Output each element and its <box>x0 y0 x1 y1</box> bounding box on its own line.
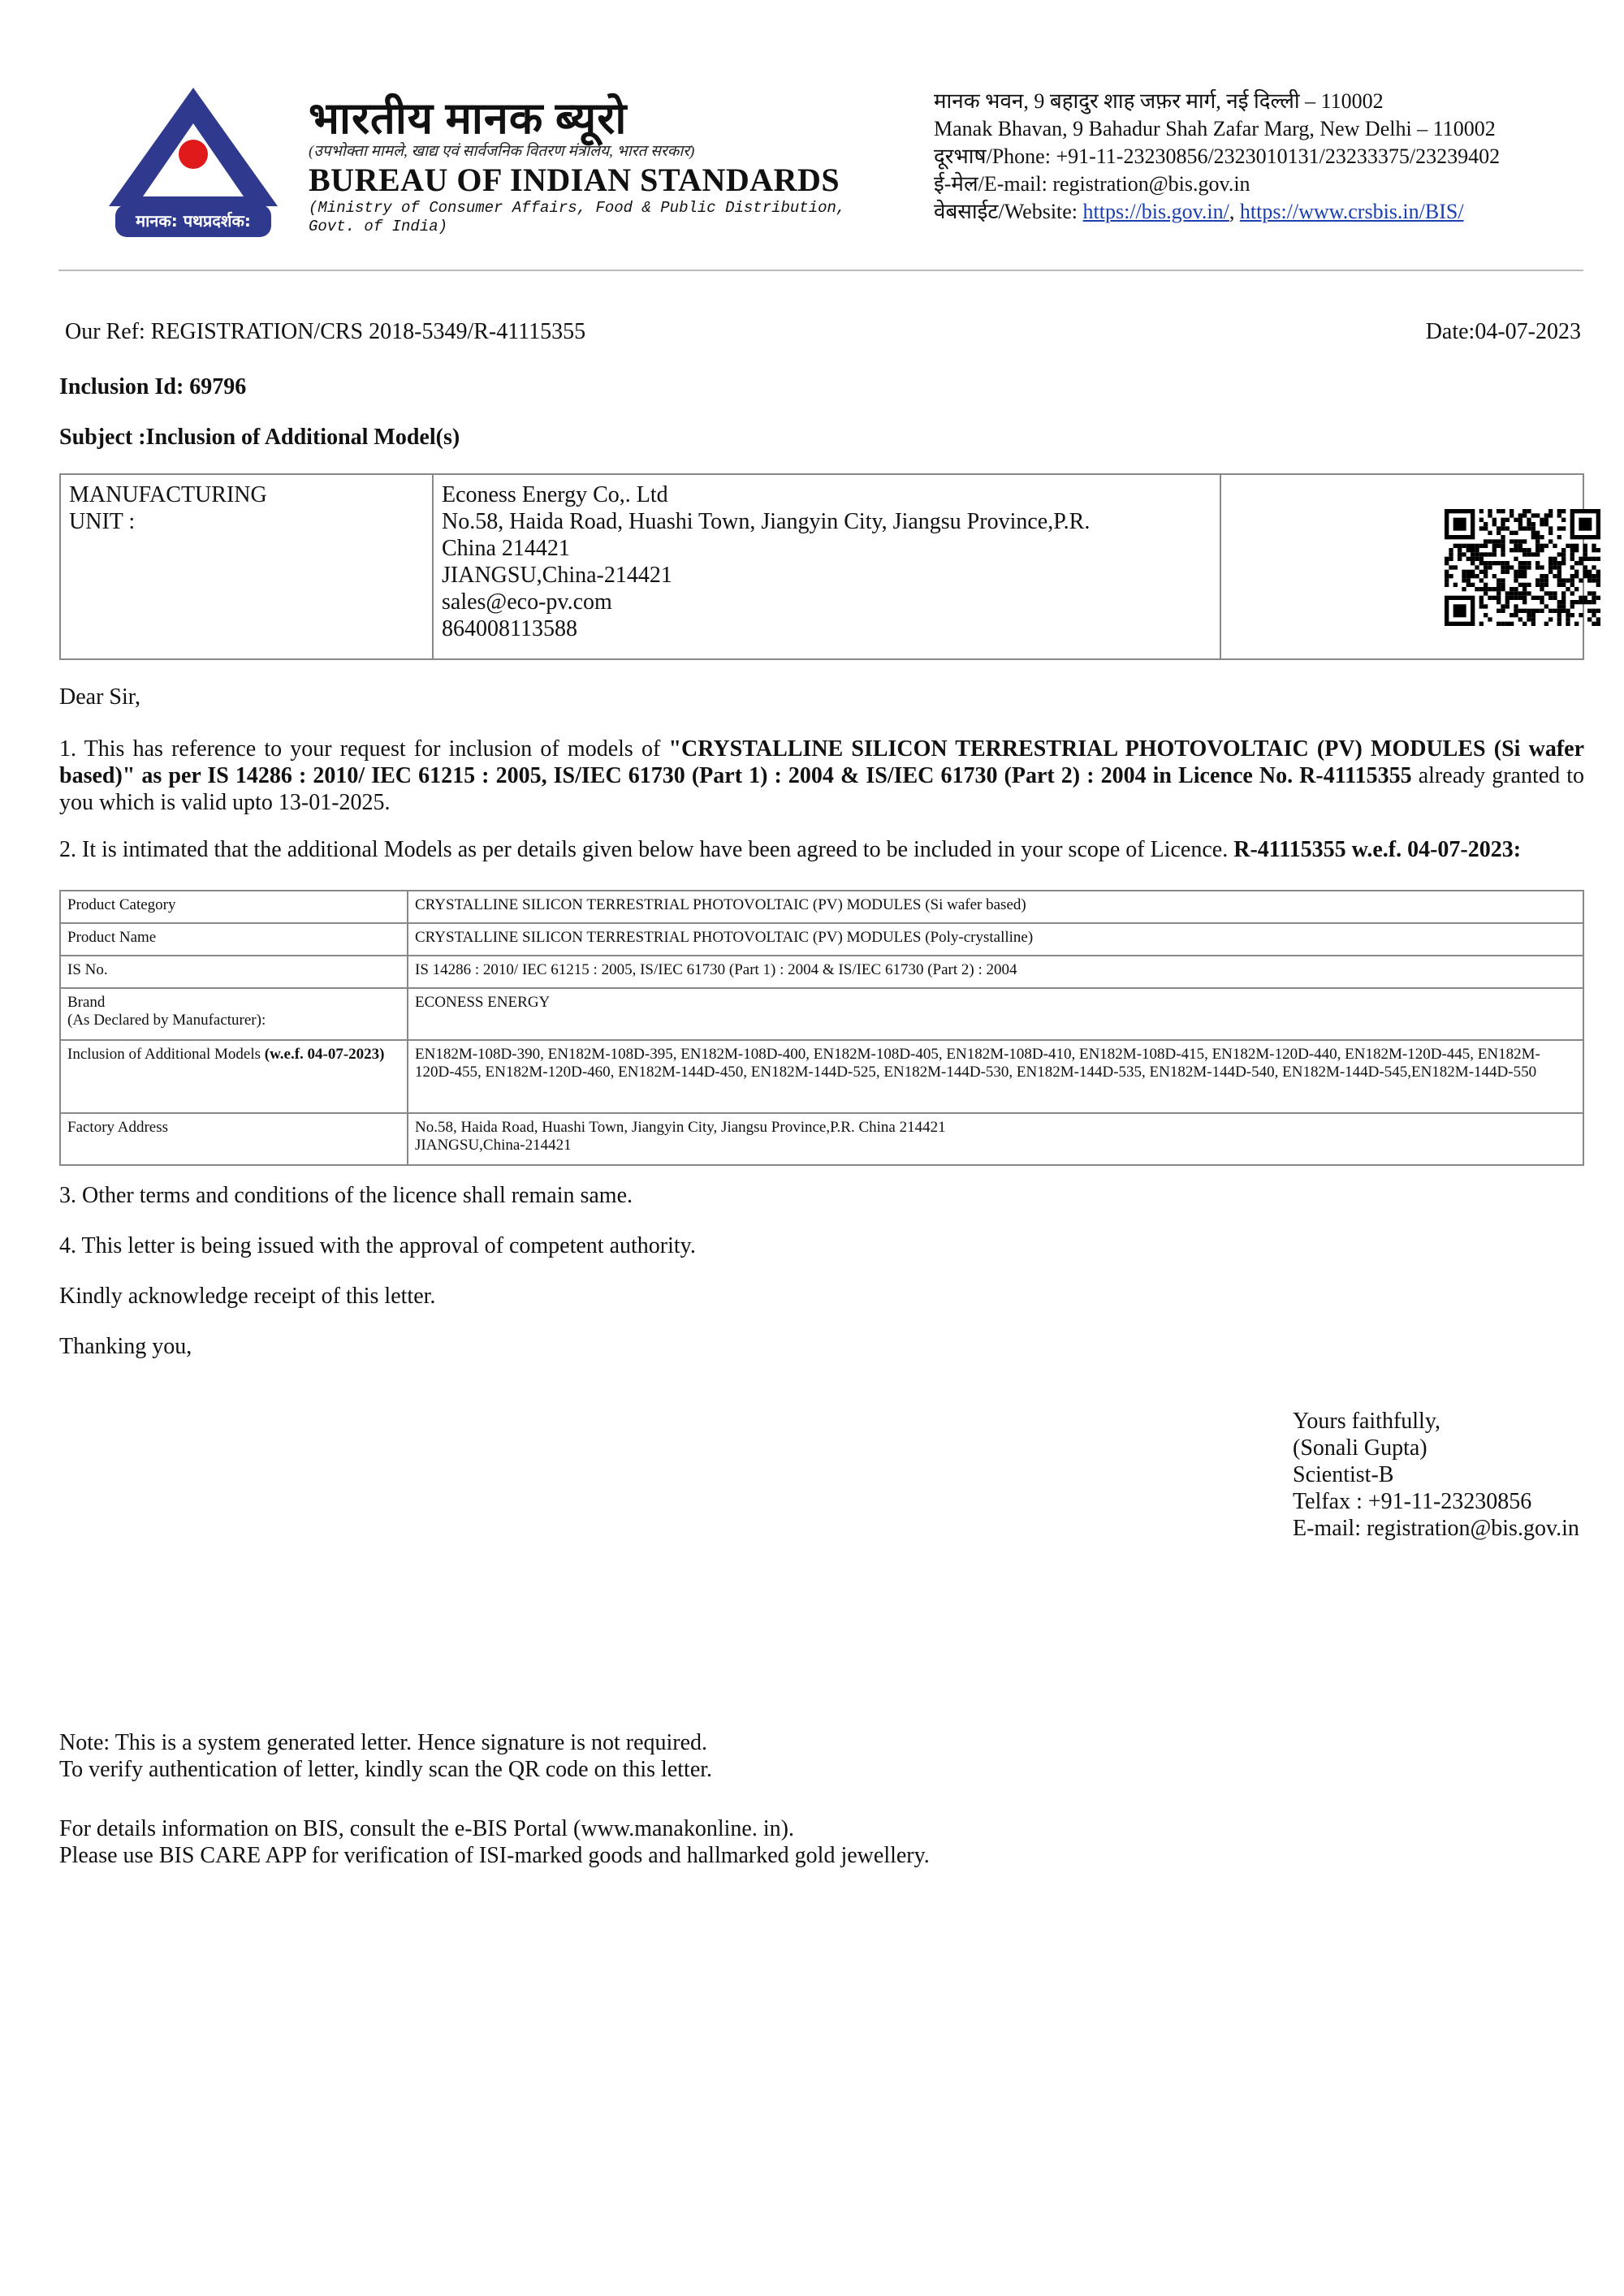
signatory-email: E-mail: registration@bis.gov.in <box>1293 1516 1579 1541</box>
paragraph-3: 3. Other terms and conditions of the licence shall remain same. <box>59 1183 633 1208</box>
salutation: Dear Sir, <box>59 684 140 710</box>
signatory-designation: Scientist-B <box>1293 1462 1394 1487</box>
website-link-bis[interactable]: https://bis.gov.in/ <box>1082 200 1229 223</box>
table-row <box>60 956 1583 988</box>
website-label: वेबसाईट/Website: <box>934 200 1083 223</box>
footer-note-1: Note: This is a system generated letter. Hence signature is not required. <box>59 1730 708 1755</box>
signature-block <box>1293 1408 1579 1542</box>
org-title: BUREAU OF INDIAN STANDARDS <box>309 162 840 198</box>
is-no-label: IS No. <box>60 956 408 988</box>
factory-address-label: Factory Address <box>60 1113 408 1165</box>
signatory-telfax: Telfax : +91-11-23230856 <box>1293 1489 1532 1514</box>
factory-address-1: No.58, Haida Road, Huashi Town, Jiangyin City, Jiangsu Province,P.R. China 214421 <box>415 1119 946 1136</box>
manufacturing-label-2: UNIT : <box>69 509 136 534</box>
manufacturing-unit-box <box>59 473 1584 660</box>
header-divider <box>58 270 1583 271</box>
hindi-ministry-line: (उपभोक्ता मामले, खाद्य एवं सार्वजनिक वितरण मंत्रालय, भारत सरकार) <box>309 143 695 160</box>
is-no-value: IS 14286 : 2010/ IEC 61215 : 2005, IS/IEC 61730 (Part 1) : 2004 & IS/IEC 61730 (Part 2) : 2004 <box>408 956 1583 988</box>
ministry-line-1: (Ministry of Consumer Affairs, Food & Public Distribution, <box>309 199 846 217</box>
brand-label <box>60 988 408 1040</box>
footer-info-2: Please use BIS CARE APP for verification of ISI-marked goods and hallmarked gold jewellery. <box>59 1843 930 1868</box>
product-category-label: Product Category <box>60 891 408 923</box>
manufacturer-phone: 864008113588 <box>442 616 577 641</box>
manufacturer-address-3: JIANGSU,China-214421 <box>442 563 672 588</box>
product-details-table <box>59 890 1584 1166</box>
models-label-text: Inclusion of Additional Models <box>67 1046 265 1063</box>
paragraph-2 <box>59 836 1602 863</box>
email-line <box>934 170 1600 198</box>
ministry-line-2: Govt. of India) <box>309 218 448 235</box>
manufacturing-details-cell <box>434 475 1221 658</box>
qr-cell <box>1221 475 1583 658</box>
paragraph-6: Thanking you, <box>59 1334 192 1359</box>
paragraph-4: 4. This letter is being issued with the approval of competent authority. <box>59 1233 696 1258</box>
manufacturer-address-2: China 214421 <box>442 536 570 561</box>
manufacturing-label-1: MANUFACTURING <box>69 482 267 507</box>
table-row <box>60 923 1583 956</box>
footer-info-1: For details information on BIS, consult the e-BIS Portal (www.manakonline. in). <box>59 1816 794 1841</box>
address-english: Manak Bhavan, 9 Bahadur Shah Zafar Marg, New Delhi – 110002 <box>934 117 1496 140</box>
phone-line <box>934 143 1600 170</box>
brand-label-2: (As Declared by Manufacturer): <box>67 1012 266 1029</box>
table-row <box>60 891 1583 923</box>
email-address: registration@bis.gov.in <box>1052 172 1250 196</box>
table-row <box>60 1113 1583 1165</box>
table-row <box>60 1040 1583 1113</box>
website-line <box>934 198 1600 226</box>
footer-note <box>59 1729 712 1783</box>
models-label <box>60 1040 408 1113</box>
models-value: EN182M-108D-390, EN182M-108D-395, EN182M-108D-400, EN182M-108D-405, EN182M-108D-410, EN182M-108D-415, EN182M-120D-440, EN182M-120D-445, EN182M-120D-455, EN182M-120D-460, EN182M-144D-450, EN182M-144D-525, EN182M-144D-530, EN182M-144D-535, EN182M-144D-540, EN182M-144D-545,EN182M-144D-550 <box>408 1040 1583 1113</box>
paragraph-2-text: 2. It is intimated that the additional Models as per details given below have been agreed to be included in your scope of Licence. <box>59 837 1234 862</box>
paragraph-1-tail: already granted to you which is valid upto 13-01-2025. <box>59 763 1585 815</box>
paragraph-1 <box>59 736 1584 816</box>
footer-info <box>59 1815 930 1869</box>
manufacturer-name: Econess Energy Co,. Ltd <box>442 482 668 507</box>
brand-label-1: Brand <box>67 994 106 1011</box>
manufacturing-label-cell <box>61 475 434 658</box>
table-row <box>60 988 1583 1040</box>
factory-address-value <box>408 1113 1583 1165</box>
closing: Yours faithfully, <box>1293 1409 1441 1434</box>
website-link-crsbis[interactable]: https://www.crsbis.in/BIS/ <box>1239 200 1464 223</box>
inclusion-id: Inclusion Id: 69796 <box>59 374 247 399</box>
footer-note-2: To verify authentication of letter, kindly scan the QR code on this letter. <box>59 1757 713 1782</box>
phone-number: +91-11-23230856/2323010131/23233375/23239402 <box>1056 145 1501 168</box>
paragraph-1-bold: "CRYSTALLINE SILICON TERRESTRIAL PHOTOVOLTAIC (PV) MODULES (Si wafer based)" as per IS 14286 : 2010/ IEC 61215 : 2005, IS/IEC 61730 (Part 1) : 2004 & IS/IEC 61730 (Part 2) : 2004 in Licence No. R-41115355 <box>59 736 1584 788</box>
email-label: ई-मेल/E-mail: <box>934 172 1053 196</box>
product-category-value: CRYSTALLINE SILICON TERRESTRIAL PHOTOVOLTAIC (PV) MODULES (Si wafer based) <box>408 891 1583 923</box>
paragraph-1-text: 1. This has reference to your request for inclusion of models of <box>59 736 669 762</box>
qr-code[interactable] <box>1445 509 1600 626</box>
letter-date: Date:04-07-2023 <box>1425 319 1581 344</box>
paragraph-2-bold: R-41115355 w.e.f. 04-07-2023: <box>1233 837 1522 862</box>
contact-block <box>934 88 1600 226</box>
paragraph-5: Kindly acknowledge receipt of this letter. <box>59 1284 436 1309</box>
brand-value: ECONESS ENERGY <box>408 988 1583 1040</box>
logo-caption: मानक: पथप्रदर्शक: <box>136 211 251 231</box>
manufacturer-email: sales@eco-pv.com <box>442 589 612 615</box>
hindi-org-title: भारतीय मानक ब्यूरो <box>309 94 628 143</box>
phone-label: दूरभाष/Phone: <box>934 145 1056 168</box>
manufacturer-address-1: No.58, Haida Road, Huashi Town, Jiangyin City, Jiangsu Province,P.R. <box>442 509 1091 534</box>
ministry-text <box>309 199 893 236</box>
models-label-date: (w.e.f. 04-07-2023) <box>264 1046 385 1063</box>
product-name-label: Product Name <box>60 923 408 956</box>
signatory-name: (Sonali Gupta) <box>1293 1435 1427 1461</box>
subject: Subject :Inclusion of Additional Model(s) <box>59 425 460 450</box>
website-separator: , <box>1229 200 1240 223</box>
factory-address-2: JIANGSU,China-214421 <box>415 1137 572 1154</box>
our-ref: Our Ref: REGISTRATION/CRS 2018-5349/R-41115355 <box>65 319 586 344</box>
product-name-value: CRYSTALLINE SILICON TERRESTRIAL PHOTOVOLTAIC (PV) MODULES (Poly-crystalline) <box>408 923 1583 956</box>
address-hindi: मानक भवन, 9 बहादुर शाह जफ़र मार्ग, नई दिल्ली – 110002 <box>934 89 1384 113</box>
